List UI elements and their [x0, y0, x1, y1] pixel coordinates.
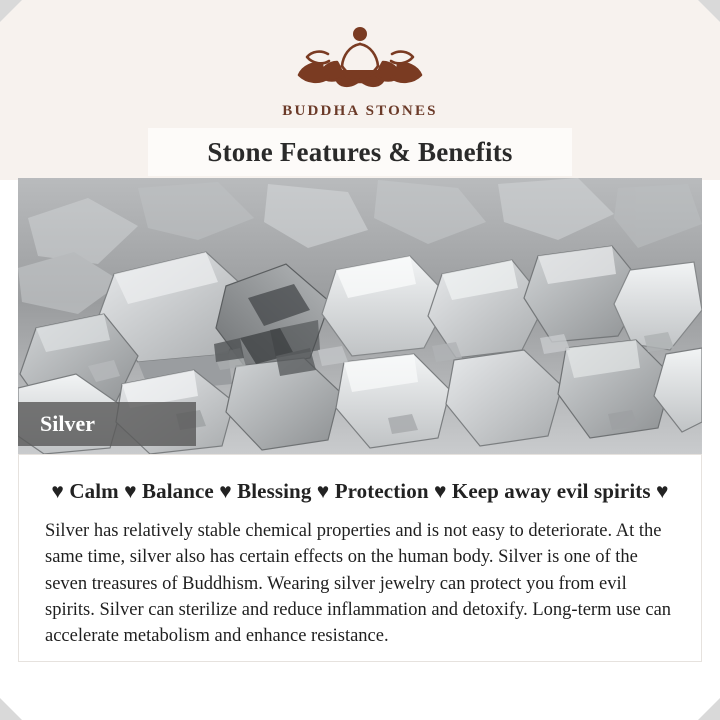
brand-name: BUDDHA STONES [282, 103, 438, 119]
lotus-meditation-icon [0, 18, 720, 101]
stone-name-text: Silver [40, 411, 95, 436]
benefit-keywords: ♥ Calm ♥ Balance ♥ Blessing ♥ Protection ♥ Keep away evil spirits ♥ [51, 479, 669, 503]
section-title-band [148, 128, 572, 176]
brand-block [0, 18, 720, 120]
corner-decoration-bottom-left [0, 698, 22, 720]
corner-decoration-bottom-right [698, 698, 720, 720]
stone-name-label [18, 402, 196, 446]
page-title: Stone Features & Benefits [207, 136, 513, 167]
description-paragraph: Silver has relatively stable chemical properties and is not easy to deteriorate. At the same time, silver also has certain effects on the human body. Silver is one of the seven treasures of Buddhism. Wearing silver jewelry can protect you from evil spirits. Silver can sterilize and reduce inflammation and detoxify. Long-term use can accelerate metabolism and enhance resistance. [45, 521, 672, 647]
description-panel [18, 454, 702, 662]
